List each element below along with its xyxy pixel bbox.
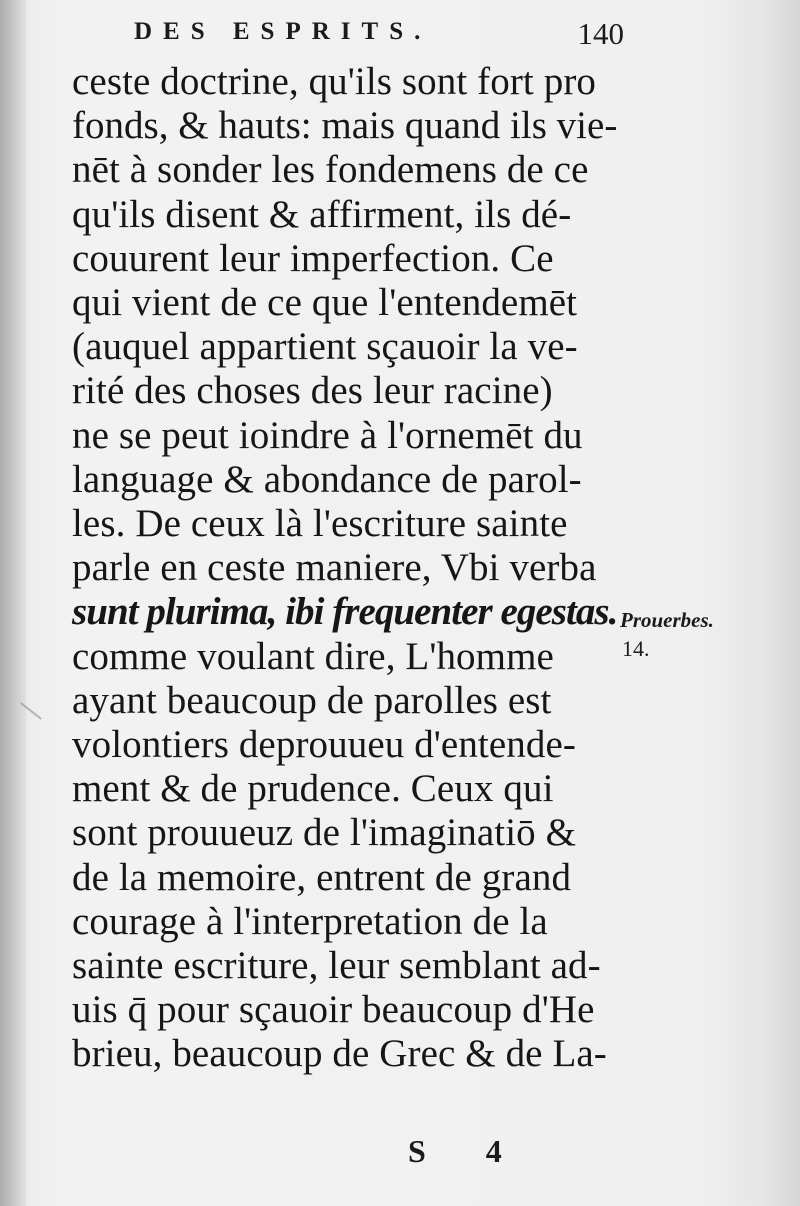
text-line: de la memoire, entrent de grand <box>72 855 572 899</box>
text-line: uis q̄ pour sçauoir beaucoup d'He <box>72 988 595 1032</box>
marginal-note-title: Prouerbes. <box>620 608 714 632</box>
text-line: sont prouueuz de l'imaginatiō & <box>72 811 577 855</box>
marginal-note-number: 14. <box>622 636 650 661</box>
text-line: couurent leur imperfection. Ce <box>72 236 554 280</box>
text-line: sainte escriture, leur semblant ad- <box>72 944 601 988</box>
body-text <box>72 60 617 1077</box>
text-line: ayant beaucoup de parolles est <box>72 678 552 722</box>
text-line: ment & de prudence. Ceux qui <box>72 767 554 811</box>
text-line: fonds, & hauts: mais quand ils vie- <box>72 104 618 148</box>
text-line: comme voulant dire, L'homme <box>72 634 554 678</box>
marginal-note <box>620 606 770 664</box>
signature-mark: S 4 <box>408 1133 528 1169</box>
text-line: ne se peut ioindre à l'ornemēt du <box>72 413 583 457</box>
text-line: brieu, beaucoup de Grec & de La- <box>72 1032 607 1076</box>
text-line: les. De ceux là l'escriture sainte <box>72 502 568 546</box>
text-line: ceste doctrine, qu'ils sont fort pro <box>72 60 597 103</box>
text-line: qui vient de ce que l'entendemēt <box>72 281 578 325</box>
text-line: courage à l'interpretation de la <box>72 899 548 943</box>
running-head <box>134 16 624 56</box>
text-line: language & abondance de parol- <box>72 457 582 501</box>
running-title: DES ESPRITS. <box>134 18 432 45</box>
latin-quotation-line: sunt plurima, ibi frequenter egestas. <box>72 590 618 634</box>
text-line: nēt à sonder les fondemens de ce <box>72 148 589 192</box>
text-line: qu'ils disent & affirment, ils dé- <box>72 192 572 236</box>
text-line: (auquel appartient sçauoir la ve- <box>72 325 578 369</box>
text-line: parle en ceste maniere, Vbi verba <box>72 546 597 590</box>
text-line: rité des choses des leur racine) <box>72 369 553 413</box>
gutter-shadow <box>0 0 26 1206</box>
text-line: volontiers deprouueu d'entende- <box>72 723 576 767</box>
page-number: 140 <box>577 16 624 51</box>
